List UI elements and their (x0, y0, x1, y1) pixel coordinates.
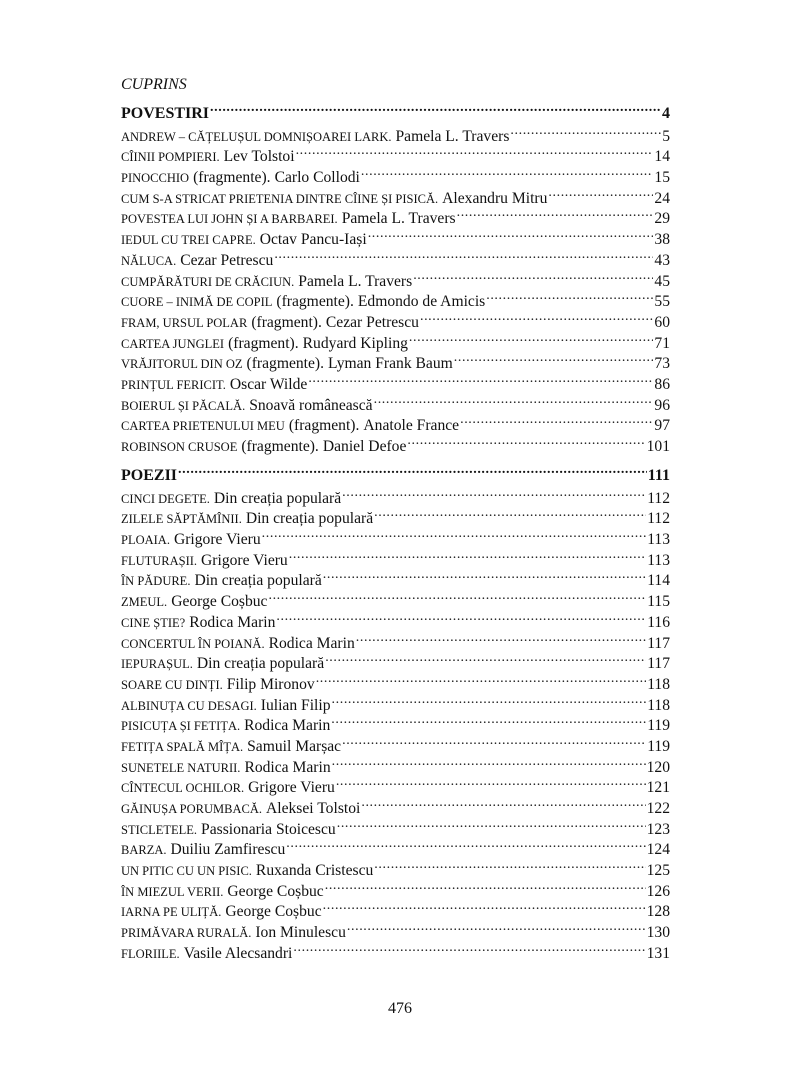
leader-dots (332, 689, 647, 710)
work-title: IEDUL CU TREI CAPRE. (121, 233, 256, 248)
entry-page: 120 (646, 758, 670, 776)
author-name: Din creația populară (196, 655, 325, 673)
author-name: Ruxanda Cristescu (255, 862, 374, 880)
author-name: Duiliu Zamfirescu (170, 841, 286, 859)
leader-dots (407, 430, 645, 451)
entry-page: 116 (647, 613, 670, 631)
leader-dots (368, 223, 654, 244)
leader-dots (413, 265, 653, 286)
toc-heading: CUPRINS (121, 76, 187, 93)
author-name: Pamela L. Travers (298, 272, 413, 290)
author-name: Filip Mironov (226, 675, 315, 693)
entry-page: 45 (654, 272, 670, 290)
entry-page: 130 (646, 924, 670, 942)
section-title: POEZII (121, 466, 178, 484)
work-title: CÎNTECUL OCHILOR. (121, 781, 245, 796)
section-title: POVESTIRI (121, 104, 210, 122)
work-note: (fragmente). (246, 355, 325, 373)
work-title: ANDREW – CĂȚELUȘUL DOMNIȘOAREI LARK. (121, 129, 392, 144)
leader-dots (486, 286, 653, 307)
author-name: Snoavă românească (249, 396, 373, 414)
work-title: FRAM, URSUL POLAR (121, 315, 248, 330)
work-title: NĂLUCA. (121, 253, 177, 268)
author-name: Rodica Marin (244, 717, 331, 735)
work-note: (fragmente). (276, 293, 354, 311)
author-name: Pamela L. Travers (341, 210, 456, 228)
work-title: IEPURAȘUL. (121, 657, 193, 672)
entry-page: 96 (654, 396, 670, 414)
work-title: UN PITIC CU UN PISIC. (121, 864, 252, 879)
leader-dots (337, 813, 646, 834)
leader-dots (374, 389, 654, 410)
work-note: (fragment). (288, 417, 360, 435)
author-name: Lyman Frank Baum (328, 355, 453, 373)
author-name: Lev Tolstoi (223, 148, 295, 166)
author-name: Rodica Marin (268, 634, 355, 652)
leader-dots (262, 523, 647, 544)
entry-page: 117 (647, 655, 670, 673)
leader-dots (361, 792, 645, 813)
leader-dots (293, 937, 645, 958)
entry-page: 131 (646, 944, 670, 962)
leader-dots (457, 203, 654, 224)
entry-page: 5 (662, 127, 670, 145)
work-title: FLUTURAȘII. (121, 553, 198, 568)
author-name: Grigore Vieru (201, 551, 288, 569)
work-title: CUORE – INIMĂ DE COPIL (121, 295, 273, 310)
author-name: Din creația populară (245, 510, 374, 528)
work-title: STICLETELE. (121, 822, 198, 837)
entry-page: 113 (647, 531, 670, 549)
work-title: PRINȚUL FERICIT. (121, 377, 226, 392)
author-name: Oscar Wilde (229, 375, 308, 393)
entry-page: 71 (654, 334, 670, 352)
work-title: BOIERUL ȘI PĂCALĂ. (121, 398, 246, 413)
leader-dots (347, 916, 646, 937)
leader-dots (274, 244, 653, 265)
author-name: Din creația populară (213, 489, 342, 507)
entry-page: 128 (646, 903, 670, 921)
entry-page: 60 (654, 313, 670, 331)
author-name: Alexandru Mitru (442, 189, 548, 207)
leader-dots (361, 161, 654, 182)
entry-page: 119 (647, 717, 670, 735)
work-title: CÎINII POMPIERI. (121, 150, 220, 165)
entry-page: 118 (647, 696, 670, 714)
work-title: PLOAIA. (121, 533, 170, 548)
work-title: ALBINUȚA CU DESAGI. (121, 698, 257, 713)
leader-dots (460, 410, 653, 431)
entry-page: 124 (646, 841, 670, 859)
leader-dots (342, 730, 646, 751)
entry-page: 15 (654, 169, 670, 187)
entry-page: 97 (654, 417, 670, 435)
work-title: POVESTEA LUI JOHN ȘI A BARBAREI. (121, 212, 338, 227)
work-title: PISICUȚA ȘI FETIȚA. (121, 719, 241, 734)
leader-dots (210, 97, 661, 118)
author-name: Cezar Petrescu (325, 313, 419, 331)
entry-page: 122 (646, 800, 670, 817)
entry-page: 73 (654, 355, 670, 373)
work-title: GĂINUȘA PORUMBACĂ. (121, 802, 262, 816)
leader-dots (420, 306, 653, 327)
work-title: ZILELE SĂPTĂMÎNII. (121, 512, 242, 527)
leader-dots (332, 751, 646, 772)
leader-dots (548, 182, 653, 203)
leader-dots (289, 544, 646, 565)
leader-dots (296, 141, 654, 162)
work-title: SUNETELE NATURII. (121, 760, 241, 775)
work-title: VRĂJITORUL DIN OZ (121, 357, 243, 372)
work-title: CONCERTUL ÎN POIANĂ. (121, 636, 265, 651)
leader-dots (325, 648, 646, 669)
work-title: PRIMĂVARA RURALĂ. (121, 926, 252, 941)
leader-dots (316, 668, 647, 689)
entry-page: 121 (646, 779, 670, 797)
author-name: Din creația populară (194, 572, 322, 590)
work-title: FLORIILE. (121, 946, 180, 961)
entry-page: 125 (646, 862, 670, 880)
leader-dots (276, 606, 646, 627)
work-title: SOARE CU DINȚI. (121, 677, 223, 692)
work-title: CARTEA PRIETENULUI MEU (121, 419, 285, 434)
entry-page: 112 (647, 489, 670, 507)
author-name: Rodica Marin (244, 758, 331, 776)
entry-page: 38 (654, 231, 670, 249)
entry-page: 115 (647, 593, 670, 611)
author-name: Octav Pancu-Iași (259, 231, 367, 249)
entry-page: 117 (647, 634, 670, 652)
leader-dots (268, 585, 646, 606)
toc-entry (121, 482, 670, 507)
author-name: Vasile Alecsandri (183, 944, 293, 962)
entry-page: 101 (646, 438, 670, 455)
entry-page: 14 (654, 148, 670, 166)
entry-page: 29 (654, 210, 670, 228)
work-title: IARNA PE ULIȚĂ. (121, 905, 222, 920)
author-name: Carlo Collodi (274, 169, 360, 187)
author-name: Daniel Defoe (322, 438, 407, 455)
author-name: Edmondo de Amicis (357, 293, 486, 311)
work-note: (fragmente). (241, 438, 319, 455)
leader-dots (374, 503, 646, 524)
entry-page: 123 (646, 820, 670, 838)
section-page: 4 (662, 104, 670, 122)
toc-body (121, 97, 670, 962)
work-title: ÎN PĂDURE. (121, 574, 191, 589)
leader-dots (323, 896, 646, 917)
author-name: Samuil Marșac (247, 737, 342, 755)
work-note: (fragmente). (193, 169, 271, 187)
work-title: FETIȚA SPALĂ MÎȚA. (121, 739, 244, 754)
leader-dots (178, 459, 647, 480)
author-name: Passionaria Stoicescu (201, 820, 336, 838)
entry-page: 24 (654, 189, 670, 207)
work-title: CUMPĂRĂTURI DE CRĂCIUN. (121, 274, 295, 289)
author-name: George Coșbuc (171, 593, 268, 611)
leader-dots (286, 834, 645, 855)
leader-dots (409, 327, 653, 348)
author-name: Pamela L. Travers (395, 127, 510, 145)
author-name: George Coșbuc (227, 882, 324, 900)
page-number: 476 (388, 1000, 412, 1017)
section-heading (121, 459, 670, 482)
work-note: (fragment). (228, 334, 299, 352)
author-name: Ion Minulescu (255, 924, 346, 942)
work-title: CUM S-A STRICAT PRIETENIA DINTRE CÎINE ȘI PISICĂ. (121, 191, 439, 206)
author-name: Iulian Filip (260, 696, 331, 714)
leader-dots (374, 854, 645, 875)
author-name: Cezar Petrescu (180, 251, 274, 269)
author-name: Anatole France (363, 417, 460, 435)
author-name: Rudyard Kipling (302, 334, 408, 352)
leader-dots (323, 565, 646, 586)
entry-page: 114 (647, 572, 670, 590)
leader-dots (336, 772, 646, 793)
work-title: ROBINSON CRUSOE (121, 440, 238, 454)
entry-page: 55 (654, 293, 670, 311)
entry-page: 43 (654, 251, 670, 269)
work-title: ZMEUL. (121, 595, 168, 610)
leader-dots (356, 627, 646, 648)
table-of-contents (121, 76, 670, 962)
leader-dots (510, 120, 661, 141)
author-name: Rodica Marin (189, 613, 276, 631)
author-name: Aleksei Tolstoi (266, 800, 361, 817)
entry-page: 112 (647, 510, 670, 528)
work-title: CINCI DEGETE. (121, 491, 210, 506)
work-note: (fragment). (251, 313, 322, 331)
entry-page: 119 (647, 737, 670, 755)
leader-dots (325, 875, 646, 896)
author-name: Grigore Vieru (248, 779, 335, 797)
section-page: 111 (647, 466, 670, 484)
entry-page: 86 (654, 375, 670, 393)
work-title: CARTEA JUNGLEI (121, 336, 225, 351)
entry-page: 118 (647, 675, 670, 693)
work-title: BARZA. (121, 843, 167, 858)
entry-page: 113 (647, 551, 670, 569)
author-name: Grigore Vieru (173, 531, 261, 549)
work-title: ÎN MIEZUL VERII. (121, 884, 224, 899)
entry-page: 126 (646, 882, 670, 900)
author-name: George Coșbuc (225, 903, 322, 921)
leader-dots (454, 348, 654, 369)
leader-dots (308, 368, 653, 389)
section-heading (121, 97, 670, 120)
work-title: CINE ȘTIE? (121, 615, 186, 630)
work-title: PINOCCHIO (121, 171, 190, 186)
leader-dots (342, 482, 646, 503)
leader-dots (331, 710, 646, 731)
